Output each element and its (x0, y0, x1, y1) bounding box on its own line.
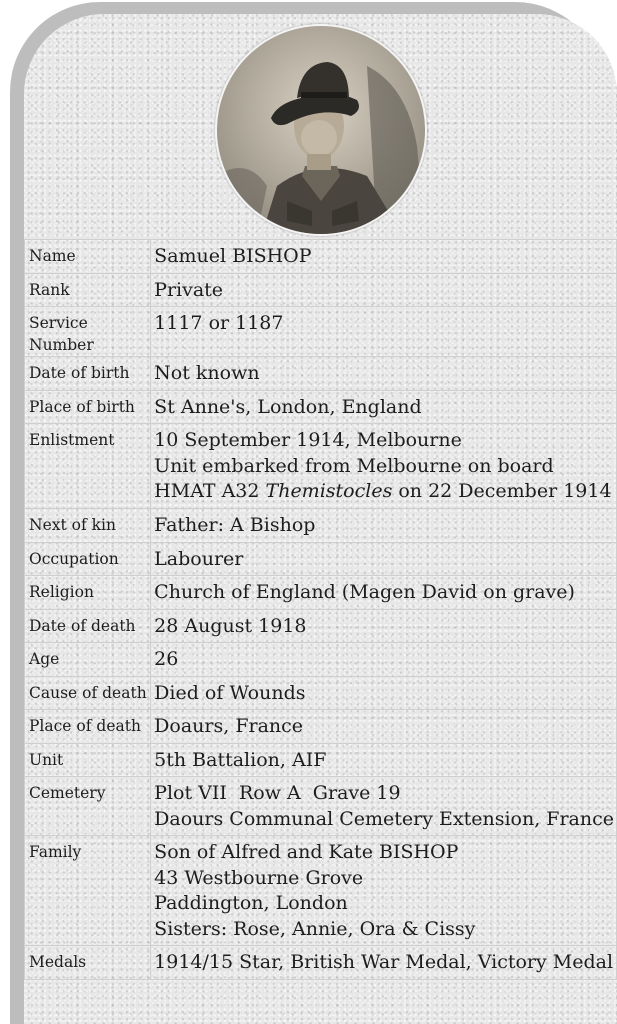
soldier-portrait-icon (215, 24, 427, 236)
place-of-death-value: Doaurs, France (151, 710, 617, 744)
family-line-1: Son of Alfred and Kate BISHOP (154, 841, 459, 863)
table-row (25, 609, 617, 643)
service-record-table (24, 239, 617, 980)
next-of-kin-label: Next of kin (25, 509, 151, 543)
religion-value: Church of England (Magen David on grave) (151, 576, 617, 610)
religion-label: Religion (25, 576, 151, 610)
family-label: Family (25, 836, 151, 946)
cemetery-line-2: Daours Communal Cemetery Extension, France (154, 807, 614, 830)
cemetery-value (151, 777, 617, 836)
table-row (25, 836, 617, 946)
date-of-death-label: Date of death (25, 609, 151, 643)
place-of-birth-label: Place of birth (25, 390, 151, 424)
enlistment-label: Enlistment (25, 424, 151, 509)
name-value: Samuel BISHOP (151, 240, 617, 274)
table-row (25, 307, 617, 357)
family-line-4: Sisters: Rose, Annie, Ora & Cissy (154, 917, 476, 940)
unit-label: Unit (25, 743, 151, 777)
cause-of-death-value: Died of Wounds (151, 676, 617, 710)
table-row (25, 509, 617, 543)
next-of-kin-value: Father: A Bishop (151, 509, 617, 543)
enlistment-ship-suffix: on 22 December 1914 (392, 480, 612, 502)
enlistment-line-2: Unit embarked from Melbourne on board (154, 454, 554, 477)
occupation-label: Occupation (25, 542, 151, 576)
table-row (25, 424, 617, 509)
place-of-birth-value: St Anne's, London, England (151, 390, 617, 424)
service-record-table-wrapper (24, 239, 617, 980)
name-label: Name (25, 240, 151, 274)
ship-name: Themistocles (265, 480, 393, 502)
service-number-label: Service Number (25, 307, 151, 357)
table-row (25, 946, 617, 980)
table-row (25, 273, 617, 307)
table-row (25, 643, 617, 677)
table-row (25, 542, 617, 576)
table-row (25, 390, 617, 424)
unit-value: 5th Battalion, AIF (151, 743, 617, 777)
table-row (25, 743, 617, 777)
enlistment-value (151, 424, 617, 509)
table-row (25, 710, 617, 744)
cause-of-death-label: Cause of death (25, 676, 151, 710)
rank-label: Rank (25, 273, 151, 307)
date-of-death-value: 28 August 1918 (151, 609, 617, 643)
rank-value: Private (151, 273, 617, 307)
family-line-2: 43 Westbourne Grove (154, 866, 364, 889)
family-line-3: Paddington, London (154, 892, 348, 914)
cemetery-line-1: Plot VII Row A Grave 19 (154, 782, 401, 804)
service-number-value: 1117 or 1187 (151, 307, 617, 357)
medals-value: 1914/15 Star, British War Medal, Victory Medal (151, 946, 617, 980)
age-label: Age (25, 643, 151, 677)
enlistment-line-1: 10 September 1914, Melbourne (154, 429, 462, 451)
table-row (25, 676, 617, 710)
age-value: 26 (151, 643, 617, 677)
cemetery-label: Cemetery (25, 777, 151, 836)
family-value (151, 836, 617, 946)
table-row (25, 357, 617, 391)
medals-label: Medals (25, 946, 151, 980)
place-of-death-label: Place of death (25, 710, 151, 744)
date-of-birth-label: Date of birth (25, 357, 151, 391)
table-row (25, 777, 617, 836)
table-row (25, 576, 617, 610)
table-row (25, 240, 617, 274)
date-of-birth-value: Not known (151, 357, 617, 391)
occupation-value: Labourer (151, 542, 617, 576)
enlistment-line-3 (154, 479, 614, 505)
enlistment-ship-prefix: HMAT A32 (154, 480, 266, 502)
